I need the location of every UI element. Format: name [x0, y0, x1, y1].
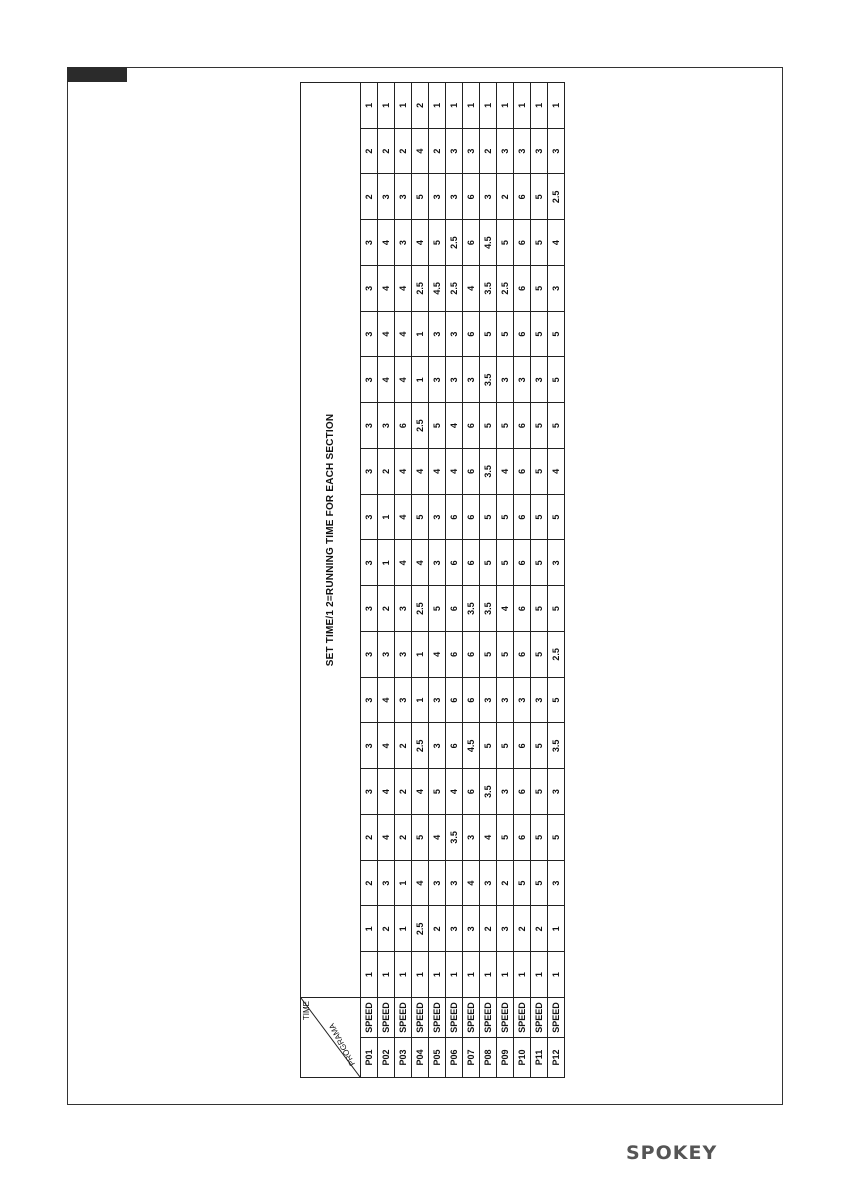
table-title: SET TIME/1 2=RUNNING TIME FOR EACH SECTION — [301, 83, 361, 998]
speed-value-cell: 4 — [463, 266, 480, 312]
speed-label-cell: SPEED — [429, 998, 446, 1038]
speed-value-cell: 2.5 — [446, 220, 463, 266]
speed-value-cell: 6 — [463, 769, 480, 815]
table-row — [378, 83, 395, 1078]
speed-value-cell: 1 — [548, 906, 565, 952]
speed-label-cell: SPEED — [514, 998, 531, 1038]
speed-value-cell: 3.5 — [548, 723, 565, 769]
speed-value-cell: 4 — [412, 128, 429, 174]
speed-value-cell: 1 — [361, 952, 378, 998]
program-table-container — [300, 82, 564, 1078]
speed-value-cell: 3.5 — [480, 266, 497, 312]
speed-value-cell: 2.5 — [446, 266, 463, 312]
speed-value-cell: 5 — [480, 311, 497, 357]
speed-value-cell: 5 — [531, 403, 548, 449]
program-code-cell: P06 — [446, 1038, 463, 1078]
speed-value-cell: 5 — [429, 769, 446, 815]
header-corner-cell — [301, 998, 361, 1078]
speed-value-cell: 2 — [361, 815, 378, 861]
speed-value-cell: 3 — [463, 357, 480, 403]
speed-value-cell: 5 — [480, 494, 497, 540]
speed-value-cell: 2 — [395, 128, 412, 174]
speed-value-cell: 1 — [378, 540, 395, 586]
speed-value-cell: 3 — [361, 677, 378, 723]
speed-value-cell: 3 — [361, 266, 378, 312]
speed-value-cell: 3.5 — [463, 586, 480, 632]
speed-value-cell: 3 — [361, 769, 378, 815]
speed-value-cell: 5 — [548, 403, 565, 449]
speed-value-cell: 1 — [412, 311, 429, 357]
speed-value-cell: 1 — [412, 952, 429, 998]
table-row — [531, 83, 548, 1078]
speed-value-cell: 6 — [514, 311, 531, 357]
speed-value-cell: 4 — [378, 769, 395, 815]
program-code-cell: P04 — [412, 1038, 429, 1078]
speed-label-cell: SPEED — [480, 998, 497, 1038]
program-code-cell: P11 — [531, 1038, 548, 1078]
speed-value-cell: 2 — [514, 906, 531, 952]
speed-value-cell: 3 — [361, 723, 378, 769]
speed-value-cell: 1 — [412, 677, 429, 723]
speed-value-cell: 6 — [514, 220, 531, 266]
speed-value-cell: 5 — [429, 403, 446, 449]
speed-value-cell: 3 — [548, 769, 565, 815]
speed-value-cell: 3 — [446, 311, 463, 357]
speed-label-cell: SPEED — [378, 998, 395, 1038]
speed-value-cell: 3.5 — [480, 769, 497, 815]
speed-value-cell: 6 — [514, 494, 531, 540]
speed-value-cell: 3 — [429, 357, 446, 403]
speed-value-cell: 4 — [395, 266, 412, 312]
speed-value-cell: 3 — [361, 632, 378, 678]
speed-value-cell: 3 — [361, 540, 378, 586]
speed-value-cell: 5 — [531, 815, 548, 861]
speed-value-cell: 2 — [429, 128, 446, 174]
spokey-logo — [626, 1140, 726, 1164]
table-row — [497, 83, 514, 1078]
speed-value-cell: 4 — [378, 220, 395, 266]
speed-value-cell: 4 — [446, 449, 463, 495]
speed-value-cell: 6 — [514, 586, 531, 632]
speed-value-cell: 6 — [463, 494, 480, 540]
program-code-cell: P07 — [463, 1038, 480, 1078]
time-label: TIME — [302, 1001, 311, 1021]
speed-value-cell: 1 — [395, 952, 412, 998]
speed-value-cell: 5 — [480, 403, 497, 449]
speed-label-cell: SPEED — [531, 998, 548, 1038]
speed-value-cell: 4 — [378, 357, 395, 403]
speed-value-cell: 5 — [531, 723, 548, 769]
speed-value-cell: 1 — [480, 83, 497, 129]
speed-value-cell: 4 — [497, 586, 514, 632]
speed-value-cell: 4.5 — [429, 266, 446, 312]
speed-value-cell: 3 — [429, 677, 446, 723]
speed-value-cell: 3 — [395, 677, 412, 723]
speed-value-cell: 3 — [548, 860, 565, 906]
speed-value-cell: 1 — [429, 952, 446, 998]
speed-value-cell: 5 — [497, 311, 514, 357]
speed-value-cell: 4 — [412, 769, 429, 815]
speed-value-cell: 4 — [446, 769, 463, 815]
program-table-body — [301, 83, 565, 1078]
speed-value-cell: 4 — [378, 266, 395, 312]
speed-value-cell: 3 — [361, 586, 378, 632]
speed-value-cell: 1 — [497, 952, 514, 998]
speed-value-cell: 1 — [361, 906, 378, 952]
speed-label-cell: SPEED — [395, 998, 412, 1038]
speed-value-cell: 4 — [548, 449, 565, 495]
speed-value-cell: 2.5 — [412, 266, 429, 312]
speed-value-cell: 4 — [429, 449, 446, 495]
speed-value-cell: 5 — [548, 357, 565, 403]
speed-value-cell: 2.5 — [412, 403, 429, 449]
program-table — [300, 82, 565, 1078]
speed-value-cell: 3 — [497, 906, 514, 952]
speed-value-cell: 4 — [378, 311, 395, 357]
table-row — [429, 83, 446, 1078]
speed-value-cell: 3 — [514, 677, 531, 723]
speed-value-cell: 3 — [378, 632, 395, 678]
program-code-cell: P12 — [548, 1038, 565, 1078]
speed-value-cell: 1 — [463, 83, 480, 129]
speed-value-cell: 5 — [531, 769, 548, 815]
program-code-cell: P02 — [378, 1038, 395, 1078]
speed-value-cell: 3.5 — [446, 815, 463, 861]
speed-value-cell: 3 — [395, 220, 412, 266]
speed-value-cell: 6 — [514, 815, 531, 861]
speed-value-cell: 6 — [514, 266, 531, 312]
speed-value-cell: 4 — [446, 403, 463, 449]
speed-label-cell: SPEED — [463, 998, 480, 1038]
speed-value-cell: 2 — [361, 174, 378, 220]
speed-value-cell: 1 — [378, 83, 395, 129]
speed-value-cell: 3 — [497, 357, 514, 403]
speed-value-cell: 4.5 — [463, 723, 480, 769]
speed-value-cell: 2 — [378, 449, 395, 495]
speed-value-cell: 1 — [361, 83, 378, 129]
speed-value-cell: 3 — [429, 174, 446, 220]
speed-value-cell: 3 — [446, 128, 463, 174]
speed-value-cell: 5 — [429, 220, 446, 266]
speed-value-cell: 5 — [514, 860, 531, 906]
speed-value-cell: 4 — [412, 220, 429, 266]
speed-value-cell: 6 — [514, 723, 531, 769]
speed-value-cell: 6 — [514, 540, 531, 586]
speed-value-cell: 3 — [361, 449, 378, 495]
speed-value-cell: 5 — [531, 860, 548, 906]
table-row — [463, 83, 480, 1078]
speed-value-cell: 1 — [446, 83, 463, 129]
speed-value-cell: 2 — [395, 769, 412, 815]
speed-value-cell: 2 — [361, 860, 378, 906]
speed-value-cell: 3 — [395, 174, 412, 220]
speed-value-cell: 3 — [378, 174, 395, 220]
corner-tab — [67, 67, 127, 82]
speed-value-cell: 6 — [446, 632, 463, 678]
speed-value-cell: 3 — [463, 906, 480, 952]
speed-value-cell: 3 — [429, 860, 446, 906]
speed-value-cell: 3 — [429, 540, 446, 586]
speed-value-cell: 4 — [378, 723, 395, 769]
speed-value-cell: 4 — [412, 860, 429, 906]
speed-value-cell: 2.5 — [497, 266, 514, 312]
speed-value-cell: 3.5 — [480, 357, 497, 403]
speed-value-cell: 1 — [429, 83, 446, 129]
speed-value-cell: 2 — [378, 128, 395, 174]
speed-value-cell: 6 — [446, 494, 463, 540]
program-code-cell: P08 — [480, 1038, 497, 1078]
speed-value-cell: 1 — [548, 952, 565, 998]
speed-value-cell: 3 — [446, 860, 463, 906]
speed-value-cell: 5 — [412, 494, 429, 540]
speed-value-cell: 5 — [480, 632, 497, 678]
speed-value-cell: 2.5 — [412, 586, 429, 632]
program-code-cell: P10 — [514, 1038, 531, 1078]
speed-value-cell: 4 — [429, 815, 446, 861]
speed-value-cell: 2 — [378, 906, 395, 952]
speed-value-cell: 5 — [497, 540, 514, 586]
speed-value-cell: 1 — [514, 83, 531, 129]
speed-value-cell: 1 — [480, 952, 497, 998]
speed-value-cell: 1 — [412, 357, 429, 403]
speed-value-cell: 3 — [531, 128, 548, 174]
speed-value-cell: 5 — [497, 494, 514, 540]
speed-value-cell: 2 — [412, 83, 429, 129]
speed-value-cell: 3 — [446, 174, 463, 220]
speed-value-cell: 5 — [429, 586, 446, 632]
speed-value-cell: 5 — [412, 174, 429, 220]
speed-value-cell: 3 — [497, 677, 514, 723]
speed-value-cell: 5 — [548, 815, 565, 861]
speed-value-cell: 6 — [463, 632, 480, 678]
speed-value-cell: 4 — [463, 860, 480, 906]
speed-value-cell: 1 — [395, 860, 412, 906]
speed-value-cell: 3 — [463, 815, 480, 861]
speed-label-cell: SPEED — [446, 998, 463, 1038]
speed-value-cell: 6 — [395, 403, 412, 449]
speed-value-cell: 3 — [378, 403, 395, 449]
speed-value-cell: 6 — [463, 311, 480, 357]
speed-value-cell: 6 — [514, 769, 531, 815]
speed-value-cell: 3 — [361, 494, 378, 540]
speed-value-cell: 6 — [446, 723, 463, 769]
program-code-cell: P05 — [429, 1038, 446, 1078]
speed-value-cell: 5 — [497, 403, 514, 449]
speed-value-cell: 3 — [463, 128, 480, 174]
speed-value-cell: 3 — [361, 311, 378, 357]
speed-value-cell: 3 — [480, 677, 497, 723]
speed-value-cell: 5 — [531, 494, 548, 540]
speed-value-cell: 5 — [497, 723, 514, 769]
speed-value-cell: 4 — [378, 815, 395, 861]
speed-value-cell: 4 — [395, 357, 412, 403]
speed-value-cell: 3 — [497, 769, 514, 815]
table-row — [446, 83, 463, 1078]
spokey-logo-icon — [626, 1140, 726, 1164]
speed-value-cell: 6 — [463, 403, 480, 449]
speed-value-cell: 4 — [395, 494, 412, 540]
speed-value-cell: 5 — [412, 815, 429, 861]
speed-value-cell: 6 — [514, 632, 531, 678]
speed-value-cell: 3 — [548, 128, 565, 174]
speed-value-cell: 3 — [429, 311, 446, 357]
speed-value-cell: 3 — [548, 540, 565, 586]
speed-value-cell: 2 — [361, 128, 378, 174]
speed-value-cell: 4 — [429, 632, 446, 678]
speed-value-cell: 4 — [497, 449, 514, 495]
speed-value-cell: 4 — [395, 449, 412, 495]
speed-value-cell: 2 — [378, 586, 395, 632]
speed-value-cell: 3 — [361, 357, 378, 403]
speed-value-cell: 2 — [480, 128, 497, 174]
program-code-cell: P03 — [395, 1038, 412, 1078]
speed-value-cell: 5 — [531, 540, 548, 586]
speed-value-cell: 6 — [514, 449, 531, 495]
speed-value-cell: 1 — [378, 952, 395, 998]
speed-value-cell: 1 — [412, 632, 429, 678]
speed-value-cell: 3 — [446, 906, 463, 952]
speed-value-cell: 6 — [463, 677, 480, 723]
speed-value-cell: 3 — [429, 723, 446, 769]
speed-value-cell: 2.5 — [412, 723, 429, 769]
speed-value-cell: 3.5 — [480, 586, 497, 632]
table-header-row — [301, 83, 361, 1078]
speed-value-cell: 4 — [548, 220, 565, 266]
speed-value-cell: 2 — [395, 723, 412, 769]
speed-value-cell: 1 — [395, 906, 412, 952]
speed-value-cell: 3 — [497, 128, 514, 174]
program-code-cell: P09 — [497, 1038, 514, 1078]
speed-value-cell: 4.5 — [480, 220, 497, 266]
speed-value-cell: 3 — [429, 494, 446, 540]
table-row — [480, 83, 497, 1078]
speed-value-cell: 5 — [531, 586, 548, 632]
speed-value-cell: 1 — [497, 83, 514, 129]
speed-label-cell: SPEED — [412, 998, 429, 1038]
speed-value-cell: 5 — [531, 174, 548, 220]
table-row — [548, 83, 565, 1078]
speed-value-cell: 1 — [446, 952, 463, 998]
speed-value-cell: 3 — [531, 357, 548, 403]
speed-value-cell: 2.5 — [548, 174, 565, 220]
speed-value-cell: 2 — [497, 174, 514, 220]
speed-value-cell: 1 — [463, 952, 480, 998]
speed-value-cell: 5 — [531, 220, 548, 266]
speed-value-cell: 5 — [497, 815, 514, 861]
speed-value-cell: 3 — [548, 266, 565, 312]
table-row — [412, 83, 429, 1078]
logo-text: SPOKEY — [626, 1142, 718, 1164]
speed-value-cell: 3 — [514, 128, 531, 174]
speed-value-cell: 6 — [446, 586, 463, 632]
program-code-cell: P01 — [361, 1038, 378, 1078]
speed-value-cell: 5 — [531, 449, 548, 495]
speed-label-cell: SPEED — [548, 998, 565, 1038]
speed-value-cell: 2.5 — [548, 632, 565, 678]
table-row — [395, 83, 412, 1078]
speed-value-cell: 1 — [531, 952, 548, 998]
speed-value-cell: 5 — [480, 723, 497, 769]
table-row — [514, 83, 531, 1078]
speed-value-cell: 1 — [514, 952, 531, 998]
speed-value-cell: 3 — [480, 860, 497, 906]
speed-value-cell: 4 — [412, 540, 429, 586]
speed-value-cell: 2 — [429, 906, 446, 952]
speed-value-cell: 2 — [395, 815, 412, 861]
speed-value-cell: 3 — [480, 174, 497, 220]
speed-value-cell: 2 — [480, 906, 497, 952]
speed-value-cell: 5 — [548, 586, 565, 632]
speed-value-cell: 3 — [514, 357, 531, 403]
speed-value-cell: 6 — [463, 540, 480, 586]
speed-value-cell: 5 — [480, 540, 497, 586]
programa-label: PROGRAMA — [327, 1021, 357, 1068]
speed-value-cell: 4 — [395, 540, 412, 586]
speed-value-cell: 6 — [514, 403, 531, 449]
speed-value-cell: 3 — [395, 632, 412, 678]
speed-value-cell: 4 — [412, 449, 429, 495]
speed-value-cell: 2.5 — [412, 906, 429, 952]
speed-value-cell: 6 — [446, 540, 463, 586]
speed-value-cell: 1 — [531, 83, 548, 129]
speed-value-cell: 3.5 — [480, 449, 497, 495]
speed-value-cell: 1 — [378, 494, 395, 540]
speed-value-cell: 5 — [531, 632, 548, 678]
speed-value-cell: 5 — [497, 220, 514, 266]
speed-value-cell: 5 — [531, 266, 548, 312]
speed-value-cell: 6 — [514, 174, 531, 220]
speed-label-cell: SPEED — [361, 998, 378, 1038]
table-row — [361, 83, 378, 1078]
speed-value-cell: 3 — [531, 677, 548, 723]
speed-value-cell: 1 — [395, 83, 412, 129]
speed-value-cell: 5 — [531, 311, 548, 357]
speed-value-cell: 4 — [395, 311, 412, 357]
speed-label-cell: SPEED — [497, 998, 514, 1038]
speed-value-cell: 5 — [548, 677, 565, 723]
speed-value-cell: 3 — [378, 860, 395, 906]
speed-value-cell: 3 — [361, 220, 378, 266]
speed-value-cell: 4 — [480, 815, 497, 861]
speed-value-cell: 3 — [361, 403, 378, 449]
speed-value-cell: 4 — [378, 677, 395, 723]
speed-value-cell: 2 — [531, 906, 548, 952]
speed-value-cell: 6 — [463, 220, 480, 266]
speed-value-cell: 5 — [548, 494, 565, 540]
speed-value-cell: 5 — [548, 311, 565, 357]
speed-value-cell: 6 — [463, 174, 480, 220]
speed-value-cell: 1 — [548, 83, 565, 129]
speed-value-cell: 2 — [497, 860, 514, 906]
speed-value-cell: 5 — [497, 632, 514, 678]
speed-value-cell: 6 — [463, 449, 480, 495]
speed-value-cell: 3 — [395, 586, 412, 632]
speed-value-cell: 6 — [446, 677, 463, 723]
speed-value-cell: 3 — [446, 357, 463, 403]
